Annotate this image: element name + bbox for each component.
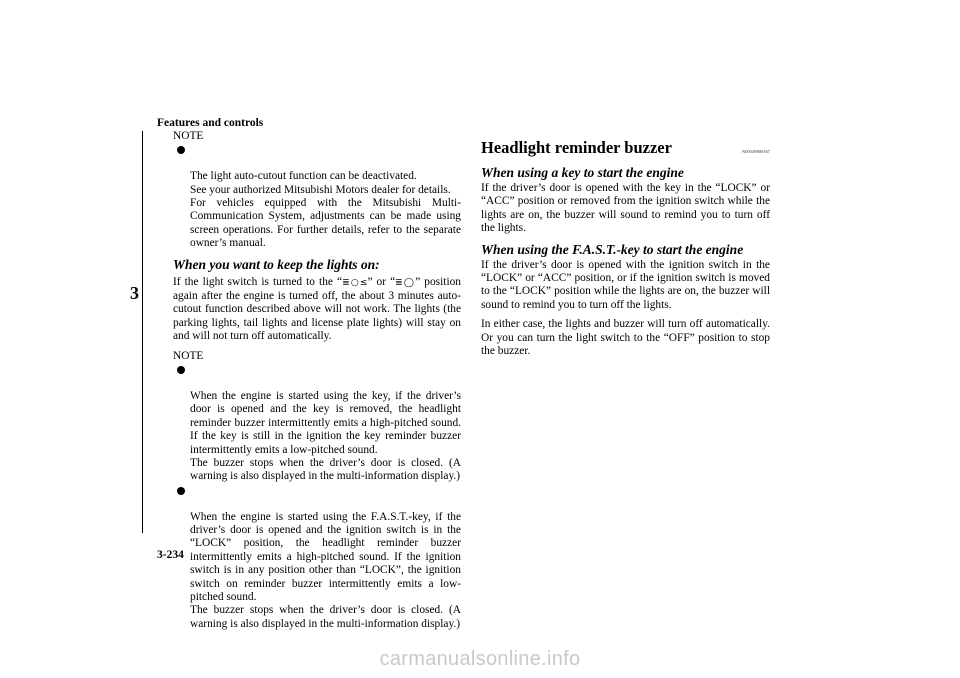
section-heading: Headlight reminder buzzer [481, 138, 672, 157]
bullet-icon [177, 366, 185, 374]
note-item [173, 484, 461, 631]
heading-fast-key: When using the F.A.S.T.-key to start the engine [481, 241, 744, 257]
note-text: The light auto-cutout function can be deactivated. See your authorized Mitsubishi Motors dealer for details. For vehicles equipped with the Mitsubishi Multi-Communication System, adjustments can be made using screen operations. For further details, refer to the separate owner’s manual. [190, 170, 461, 250]
heading-key: When using a key to start the engine [481, 165, 684, 180]
section-header: Features and controls [157, 117, 264, 129]
note-label: NOTE [173, 349, 204, 362]
section-heading-row [481, 139, 770, 157]
right-column [481, 139, 770, 358]
watermark: carmanualsonline.info [379, 648, 581, 670]
section-code: N00549800167 [742, 149, 770, 154]
headlight-symbol-icon: ≣◯ [395, 277, 416, 288]
fast-key-paragraph: If the driver’s door is opened with the ignition switch in the “LOCK” or “ACC” position, or if the ignition switch is moved to the “LOCK” position while the lights are on, the buzzer will sound to remind you to turn off the lights. [481, 258, 770, 311]
chapter-divider [142, 131, 143, 533]
note-text: When the engine is started using the F.A.S.T.-key, if the driver’s door is opened and the ignition switch is in the “LOCK” position, the headlight reminder buzzer intermittently emits a high-pitched sound. If the ignition switch is in any position other than “LOCK”, the ignition switch on reminder buzzer intermittently emits a low-pitched sound. The buzzer stops when the driver’s door is closed. (A warning is also displayed in the multi-information display.) [190, 510, 461, 630]
either-case-paragraph: In either case, the lights and buzzer will turn off automatically. Or you can turn the light switch to the “OFF” position to stop the buzzer. [481, 318, 770, 358]
auto-light-symbol-icon: ≣○≤ [342, 277, 368, 288]
note-item [173, 363, 461, 484]
bullet-icon [177, 487, 185, 495]
bullet-icon [177, 146, 185, 154]
note-text: When the engine is started using the key, if the driver’s door is opened and the key is removed, the headlight reminder buzzer intermittently emits a high-pitched sound. If the key is still in the ignition the key reminder buzzer intermittently emits a low-pitched sound. The buzzer stops when the driver’s door is closed. (A warning is also displayed in the multi-information display.) [190, 389, 461, 483]
note-item [173, 143, 461, 250]
chapter-number: 3 [130, 283, 139, 303]
note-label: NOTE [173, 130, 204, 142]
page-number: 3-234 [157, 549, 184, 561]
left-column [173, 130, 461, 631]
heading-keep-lights: When you want to keep the lights on: [173, 256, 380, 272]
key-paragraph: If the driver’s door is opened with the key in the “LOCK” or “ACC” position or removed from the ignition switch while the lights are on, the buzzer will sound to remind you to turn off the lights. [481, 182, 770, 235]
keep-lights-paragraph: If the light switch is turned to the “≣○≤” or “≣◯” position again after the engine is turned off, the about 3 minutes auto-cutout function described above will not work. The lights (the parking lights, tail lights and license plate lights) will stay on and will not turn off automatically. [173, 275, 462, 343]
